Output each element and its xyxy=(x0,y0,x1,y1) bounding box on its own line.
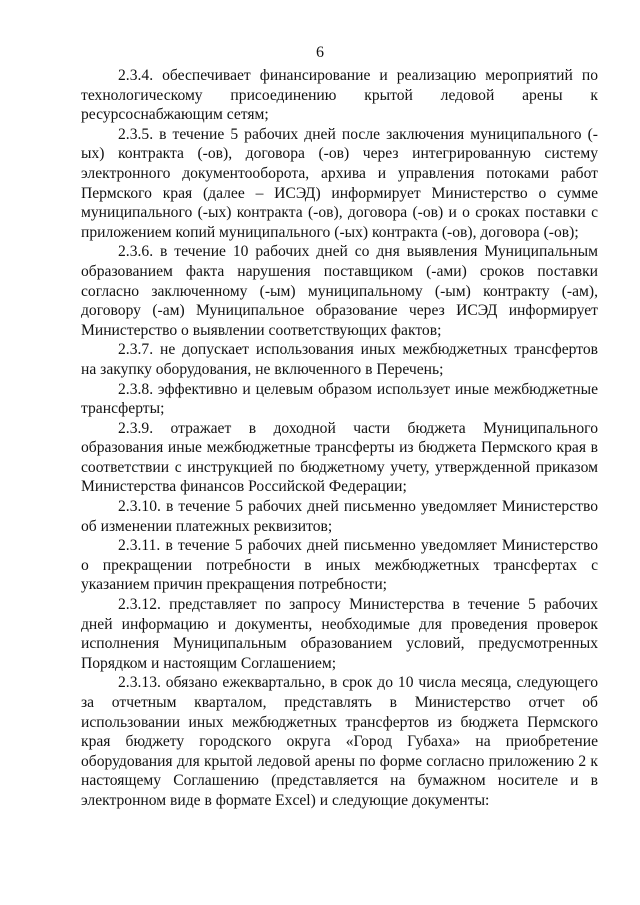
paragraph-2-3-12: 2.3.12. представляет по запросу Министерства в течение 5 рабочих дней информацию и документы, необходимые для проведения проверок исполнения Муниципальным образованием условий, предусмотренных Порядком и настоящим Соглашением; xyxy=(81,596,598,672)
paragraph-2-3-5: 2.3.5. в течение 5 рабочих дней после заключения муниципального (-ых) контракта (-ов), договора (-ов) через интегрированную систему электронного документооборота, архива и управления потоками работ Пермского края (далее – ИСЭД) информирует Министерство о сумме муниципального (-ых) контракта (-ов), договора (-ов) и о сроках поставки с приложением копий муниципального (-ых) контракта (-ов), договора (-ов); xyxy=(81,125,598,241)
paragraph-2-3-6: 2.3.6. в течение 10 рабочих дней со дня выявления Муниципальным образованием факта нарушения поставщиком (-ами) сроков поставки согласно заключенному (-ым) муниципальному (-ым) контракту (-ам), договору (-ам) Муниципальное образование через ИСЭД информирует Министерство о выявлении соответствующих фактов; xyxy=(81,243,598,339)
page-number: 6 xyxy=(316,44,324,61)
paragraph-2-3-9: 2.3.9. отражает в доходной части бюджета Муниципального образования иные межбюджетные трансферты из бюджета Пермского края в соответствии с инструкцией по бюджетному учету, утвержденной приказом Министерства финансов Российской Федерации; xyxy=(81,419,598,496)
paragraph-2-3-8: 2.3.8. эффективно и целевым образом использует иные межбюджетные трансферты; xyxy=(81,380,598,418)
document-body xyxy=(81,66,598,811)
paragraph-2-3-7: 2.3.7. не допускает использования иных межбюджетных трансфертов на закупку оборудования, не включенного в Перечень; xyxy=(81,341,598,378)
paragraph-2-3-10: 2.3.10. в течение 5 рабочих дней письменно уведомляет Министерство об изменении платежных реквизитов; xyxy=(81,498,598,535)
paragraph-2-3-11: 2.3.11. в течение 5 рабочих дней письменно уведомляет Министерство о прекращении потребности в иных межбюджетных трансфертах с указанием причин прекращения потребности; xyxy=(81,537,598,594)
paragraph-2-3-4: 2.3.4. обеспечивает финансирование и реализацию мероприятий по технологическому присоединению крытой ледовой арены к ресурсоснабжающим сетям; xyxy=(81,67,598,124)
paragraph-2-3-13: 2.3.13. обязано ежеквартально, в срок до 10 числа месяца, следующего за отчетным кварталом, представлять в Министерство отчет об использовании иных межбюджетных трансфертов из бюджета Пермского края бюджету городского округа «Город Губаха» на приобретение оборудования для крытой ледовой арены по форме согласно приложению 2 к настоящему Соглашению (представляется на бумажном носителе и в электронном виде в формате Excel) и следующие документы: xyxy=(81,674,598,809)
